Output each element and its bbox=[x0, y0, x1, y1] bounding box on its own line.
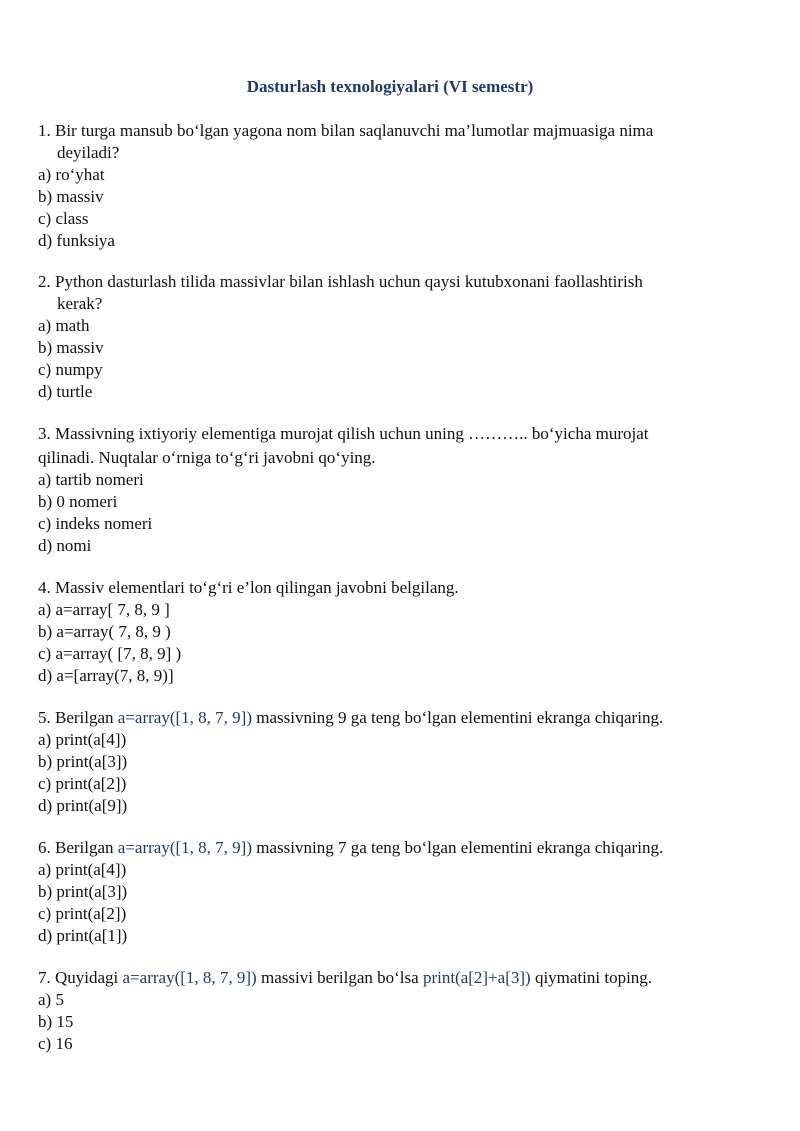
question-3 bbox=[38, 423, 748, 557]
code-snippet: print(a[2]+a[3]) bbox=[422, 968, 531, 987]
answer-option: b) a=array( 7, 8, 9 ) bbox=[38, 622, 171, 641]
answer-option: d) funksiya bbox=[38, 231, 115, 250]
answer-option: a) math bbox=[38, 316, 90, 335]
question-suffix: massivning 9 ga teng bo‘lgan elementini ekranga chiqaring. bbox=[252, 708, 664, 727]
question-text: 4. Massiv elementlari to‘g‘ri e’lon qilingan javobni belgilang. bbox=[38, 578, 459, 597]
answer-option: c) indeks nomeri bbox=[38, 514, 153, 533]
code-snippet: a=array([1, 8, 7, 9]) bbox=[117, 708, 252, 727]
question-text-continuation: kerak? bbox=[57, 294, 103, 313]
answer-option: c) print(a[2]) bbox=[38, 774, 127, 793]
code-snippet: a=array([1, 8, 7, 9]) bbox=[122, 968, 257, 987]
answer-option: b) massiv bbox=[38, 338, 104, 357]
answer-option: d) a=[array(7, 8, 9)] bbox=[38, 666, 174, 685]
answer-option: a) print(a[4]) bbox=[38, 730, 127, 749]
question-suffix: qiymatini toping. bbox=[530, 968, 653, 987]
question-text: 3. Massivning ixtiyoriy elementiga murojat qilish uchun uning ……….. bo‘yicha murojat bbox=[38, 424, 649, 443]
question-5 bbox=[38, 707, 748, 817]
question-text-continuation: qilinadi. Nuqtalar o‘rniga to‘g‘ri javobni qo‘ying. bbox=[38, 448, 376, 467]
answer-option: c) 16 bbox=[38, 1034, 73, 1053]
question-4 bbox=[38, 577, 748, 687]
question-6 bbox=[38, 837, 748, 947]
question-1 bbox=[38, 120, 748, 252]
answer-option: c) class bbox=[38, 209, 89, 228]
answer-option: c) numpy bbox=[38, 360, 103, 379]
answer-option: a) a=array[ 7, 8, 9 ] bbox=[38, 600, 170, 619]
answer-option: b) print(a[3]) bbox=[38, 882, 128, 901]
answer-option: a) tartib nomeri bbox=[38, 470, 144, 489]
answer-option: b) massiv bbox=[38, 187, 104, 206]
question-text: 1. Bir turga mansub bo‘lgan yagona nom bilan saqlanuvchi ma’lumotlar majmuasiga nima bbox=[38, 121, 654, 140]
answer-option: d) nomi bbox=[38, 536, 92, 555]
answer-option: c) print(a[2]) bbox=[38, 904, 127, 923]
question-text-continuation: deyiladi? bbox=[57, 143, 120, 162]
answer-option: d) turtle bbox=[38, 382, 93, 401]
answer-option: a) 5 bbox=[38, 990, 64, 1009]
answer-option: c) a=array( [7, 8, 9] ) bbox=[38, 644, 182, 663]
answer-option: b) 0 nomeri bbox=[38, 492, 118, 511]
answer-option: b) 15 bbox=[38, 1012, 74, 1031]
question-7 bbox=[38, 967, 748, 1055]
question-2 bbox=[38, 271, 748, 403]
question-middle: massivi berilgan bo‘lsa bbox=[256, 968, 423, 987]
question-suffix: massivning 7 ga teng bo‘lgan elementini ekranga chiqaring. bbox=[252, 838, 664, 857]
document-title: Dasturlash texnologiyalari (VI semestr) bbox=[246, 77, 534, 96]
question-prefix: 6. Berilgan bbox=[38, 838, 118, 857]
question-text bbox=[38, 837, 748, 859]
question-prefix: 5. Berilgan bbox=[38, 708, 118, 727]
question-text bbox=[38, 967, 748, 989]
question-prefix: 7. Quyidagi bbox=[38, 968, 123, 987]
question-text bbox=[38, 707, 748, 729]
answer-option: a) print(a[4]) bbox=[38, 860, 127, 879]
answer-option: b) print(a[3]) bbox=[38, 752, 128, 771]
question-text: 2. Python dasturlash tilida massivlar bilan ishlash uchun qaysi kutubxonani faollashtirish bbox=[38, 272, 643, 291]
answer-option: d) print(a[9]) bbox=[38, 796, 128, 815]
answer-option: a) ro‘yhat bbox=[38, 165, 105, 184]
code-snippet: a=array([1, 8, 7, 9]) bbox=[117, 838, 252, 857]
answer-option: d) print(a[1]) bbox=[38, 926, 128, 945]
